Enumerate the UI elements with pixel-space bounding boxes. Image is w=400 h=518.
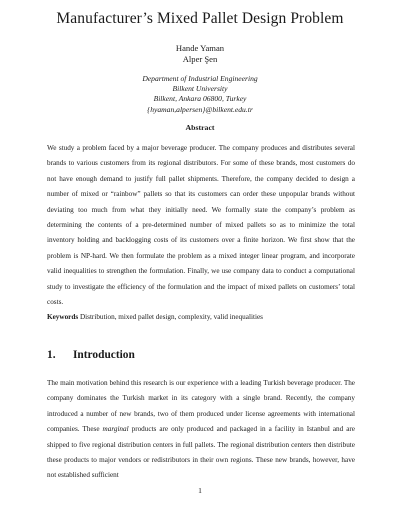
keywords-text: Distribution, mixed pallet design, complexity, valid inequalities [79,313,263,321]
affiliation-address: Bilkent, Ankara 06800, Turkey [153,94,247,104]
affiliation [0,74,400,115]
intro-text: products are only produced and packaged in a facility in Istanbul and are shipped to five regional distribution centers in full pallets. The regional distribution centers then distribute these products to major vendors or redistributors in their own regions. These new brands, however, have not established sufficient [47,425,355,480]
page-number: 1 [198,486,202,495]
intro-body [47,376,355,484]
affiliation-email: {hyaman,alpersen}@bilkent.edu.tr [147,104,253,114]
paper-title: Manufacturer’s Mixed Pallet Design Problem [56,10,344,27]
author-name: Alper Şen [182,53,218,64]
affiliation-university: Bilkent University [172,84,228,94]
abstract-text: We study a problem faced by a major beverage producer. The company produces and distributes several brands to various customers from its regional distributors. For some of these brands, most customers do not have enough demand to justify full pallet shipments. Therefore, the company decided to design a number of mixed or “rainbow” pallets so that its customers can order these unpopular brands without deviating too much from what they initially need. We formally state the company’s problem as determining the contents of a pre-determined number of mixed pallets so as to minimize the total inventory holding and backlogging costs of its customers over a finite horizon. We first show that the problem is NP-hard. We then formulate the problem as a mixed integer linear program, and incorporate valid inequalities to strengthen the formulation. Finally, we use company data to conduct a computational study to investigate the efficiency of the formulation and the impact of mixed pallets on customers’ total costs. [47,144,355,307]
intro-text: The main motivation behind this research is our experience with a leading Turkish beverage producer. The company dominates the Turkish market in its category with a single brand. Recently, the company introduced a number of new brands, two of them produced under license agreements with international companies. These [47,379,355,434]
intro-paragraph [47,376,355,484]
section-number: 1. [47,349,56,361]
abstract-heading: Abstract [185,123,215,132]
abstract [47,141,355,310]
section-title: Introduction [73,349,135,361]
affiliation-department: Department of Industrial Engineering [142,74,258,83]
intro-emphasis: marginal [102,425,129,434]
keywords-label: Keywords [47,313,79,321]
keywords [47,312,355,322]
author-name: Hande Yaman [175,43,225,53]
author-list [0,43,400,64]
section-heading [47,349,355,361]
